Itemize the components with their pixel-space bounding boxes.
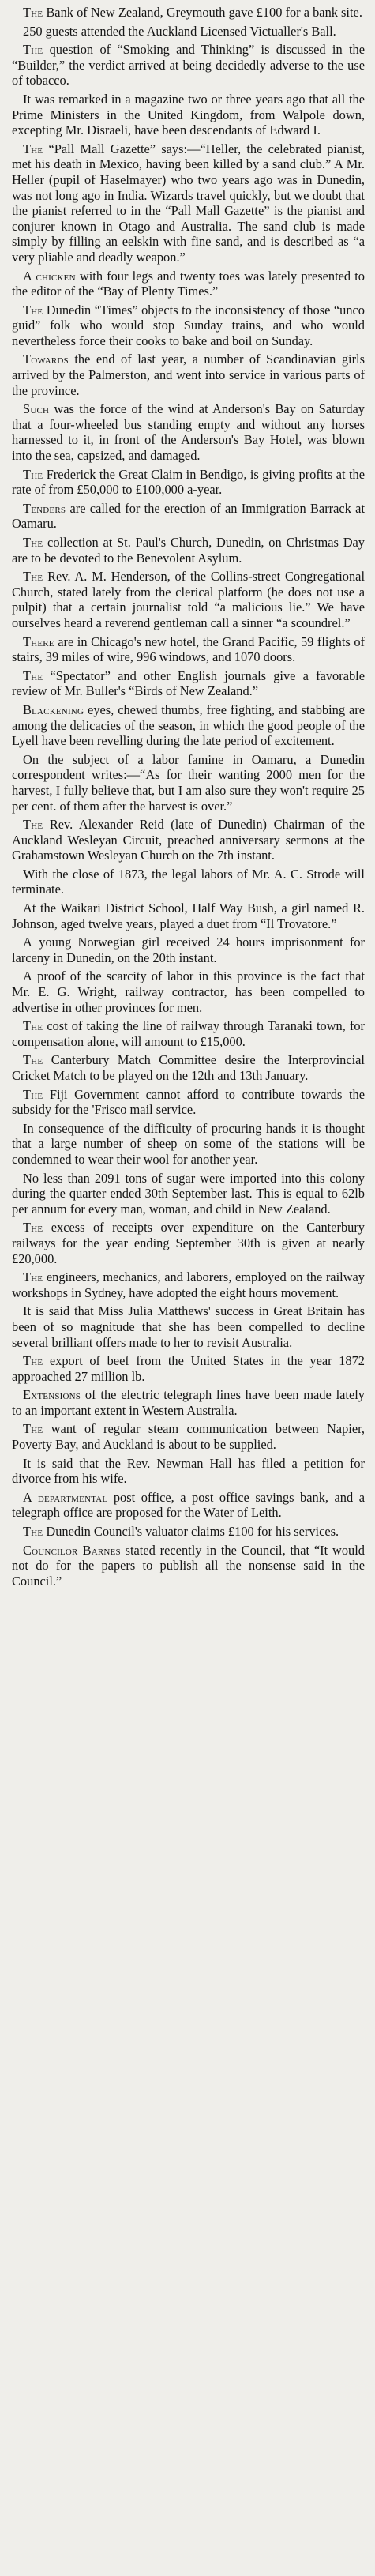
item-lead-word: The: [23, 302, 43, 318]
item-body: It is said that the Rev. Newman Hall has filed a petition for divorce from his wife.: [12, 1455, 365, 1487]
item-body: It was remarked in a magazine two or three years ago that all the Prime Ministers in the United Kingdom, from Walpole down, excepting Mr. Disraeli, have been descendants of Edward I.: [12, 91, 365, 138]
news-item: [12, 1543, 365, 1589]
item-lead-word: The: [23, 668, 43, 683]
news-item: [12, 1087, 365, 1118]
item-lead-word: A: [23, 935, 33, 950]
news-item: [12, 1421, 365, 1452]
news-item: [12, 668, 365, 699]
news-item: [12, 501, 365, 532]
news-item: [12, 569, 365, 630]
news-item: [12, 702, 365, 749]
item-lead-word: A: [23, 968, 33, 984]
item-body: Fiji Government cannot afford to contribute towards the subsidy for the 'Frisco mail service.: [12, 1086, 365, 1118]
item-body: stated recently in the Council, that “It would not do for the papers to publish all the nonsense said in the Council.”: [12, 1542, 365, 1589]
item-body: export of beef from the United States in the year 1872 approached 27 million lb.: [12, 1353, 365, 1384]
item-lead-word: The: [23, 1086, 43, 1102]
item-lead-word: The: [23, 1220, 43, 1235]
item-lead-word: Tenders: [23, 500, 66, 516]
item-lead-word: The: [23, 466, 43, 482]
item-body: of the electric telegraph lines have been made lately to an important extent in Western Australia.: [12, 1387, 365, 1418]
item-body: On the subject of a labor famine in Oamaru, a Dunedin correspondent writes:—“As for their wanting 2000 men for the harvest, I fully believe that, but I am also sure they won't require 25 per cent. of them after the harvest is over.”: [12, 751, 365, 814]
news-item: [12, 634, 365, 665]
item-lead-word: There: [23, 634, 54, 649]
item-lead-word: A chicken: [23, 268, 76, 284]
item-body: Bank of New Zealand, Greymouth gave £100 for a bank site.: [43, 5, 362, 20]
news-item: [12, 467, 365, 498]
item-body: Rev. Alexander Reid (late of Dunedin) Chairman of the Auckland Wesleyan Circuit, preached anniversary sermons at the Grahamstown Wesleyan Church on the 7th instant.: [12, 817, 365, 863]
item-body: Canterbury Match Committee desire the Interprovincial Cricket Match to be played on the 12th and 13th January.: [12, 1052, 365, 1083]
item-body: young Norwegian girl received 24 hours imprisonment for larceny in Dunedin, on the 20th instant.: [12, 935, 365, 965]
news-item: [12, 817, 365, 863]
item-body: At the Waikari District School, Half Way Bush, a girl named R. Johnson, aged twelve years, played a duet from “Il Trovatore.”: [12, 901, 365, 931]
item-body: 250 guests attended the Auckland Licensed Victualler's Ball.: [23, 23, 336, 39]
item-lead-word: The: [23, 1524, 43, 1540]
item-body: question of “Smoking and Thinking” is discussed in the “Builder,” the verdict arrived at being decidedly adverse to the use of tobacco.: [12, 42, 365, 88]
item-body: the end of last year, a number of Scandinavian girls arrived by the Palmerston, and went into service in various parts of the province.: [12, 352, 365, 398]
item-lead-word: Blackening: [23, 701, 84, 717]
news-item: [12, 752, 365, 814]
item-body: was the force of the wind at Anderson's Bay on Saturday that a four-wheeled bus standing empty and without any horses harnessed to it, in front of the Anderson's Bay Hotel, was blown into the sea, capsized, and damaged.: [12, 401, 365, 464]
news-item: [12, 935, 365, 965]
news-item: [12, 24, 365, 39]
item-lead-word: The: [23, 1269, 43, 1285]
item-body: are called for the erection of an Immigration Barrack at Oamaru.: [12, 500, 365, 532]
news-item: [12, 968, 365, 1015]
news-item: [12, 1490, 365, 1521]
news-item: [12, 1387, 365, 1418]
item-body: “Spectator” and other English journals give a favorable review of Mr. Buller's “Birds of New Zealand.”: [12, 668, 365, 699]
news-item: [12, 1353, 365, 1384]
news-item: [12, 92, 365, 138]
item-body: Dunedin Council's valuator claims £100 for his services.: [43, 1524, 339, 1540]
item-body: want of regular steam communication between Napier, Poverty Bay, and Auckland is about to be supplied.: [12, 1421, 365, 1453]
item-lead-word: Councilor Barnes: [23, 1542, 121, 1558]
news-item: [12, 5, 365, 21]
news-item: [12, 1018, 365, 1049]
item-lead-word: Such: [23, 401, 50, 417]
item-lead-word: The: [23, 1018, 43, 1034]
news-item: [12, 1171, 365, 1217]
news-item: [12, 303, 365, 349]
item-body: engineers, mechanics, and laborers, employed on the railway workshops in Sydney, have adopted the eight hours movement.: [12, 1269, 365, 1300]
news-item: [12, 1121, 365, 1168]
news-item: [12, 1303, 365, 1350]
item-lead-word: The: [23, 42, 43, 58]
item-body: Rev. A. M. Henderson, of the Collins-street Congregational Church, stated lately from the clerical platform (he does not use a pulpit) that a certain journalist told “a malicious lie.” We have ourselves heard a reverend gentleman call a sinner “a scoundrel.”: [12, 569, 365, 630]
item-lead-word: Extensions: [23, 1387, 81, 1403]
item-body: excess of receipts over expenditure on the Canterbury railways for the year ending September 30th is given at nearly £20,000.: [12, 1220, 365, 1266]
news-item: [12, 1456, 365, 1487]
item-body: eyes, chewed thumbs, free fighting, and stabbing are among the delicacies of the season, in which the good people of the Lyell have been revelling during the late period of excitement.: [12, 701, 365, 749]
item-body: “Pall Mall Gazette” says:—“Heller, the celebrated pianist, met his death in Mexico, having been killed by a sand club.” A Mr. Heller (pupil of Haselmayer) who two years ago was in Dunedin, was not long ago in India. Wizards travel quickly, but we doubt that the pianist referred to in the “Pall Mall Gazette” is the pianist and conjurer known in Otago and Australia. The sand club is made simply by filling an eelskin with fine sand, and is described as “a very pliable and deadly weapon.”: [12, 141, 365, 265]
item-lead-word: The: [23, 141, 43, 156]
item-body: With the close of 1873, the legal labors of Mr. A. C. Strode will terminate.: [12, 866, 365, 897]
item-lead-word: The: [23, 5, 43, 20]
news-item: [12, 42, 365, 88]
item-lead-word: Towards: [23, 352, 69, 367]
item-body: In consequence of the difficulty of procuring hands it is thought that a large number of sheep on some of the stations will be condemned to wear their wool for another year.: [12, 1120, 365, 1167]
news-item: [12, 867, 365, 897]
item-body: post office, a post office savings bank, and a telegraph office are proposed for the Water of Leith.: [12, 1489, 366, 1521]
news-item: [12, 901, 365, 931]
item-lead-word: The: [23, 569, 43, 585]
news-item: [12, 535, 365, 566]
item-body: Dunedin “Times” objects to the inconsistency of those “unco guid” folk who would stop Sunday trains, and who would nevertheless force their cooks to bake and boil on Sunday.: [12, 302, 365, 348]
item-lead-word: A departmental: [23, 1489, 108, 1505]
news-item: [12, 401, 365, 463]
item-body: are in Chicago's new hotel, the Grand Pacific, 59 flights of stairs, 39 miles of wire, 996 windows, and 1070 doors.: [12, 634, 365, 665]
item-body: collection at St. Paul's Church, Dunedin, on Christmas Day are to be devoted to the Benevolent Asylum.: [12, 535, 365, 566]
item-lead-word: The: [23, 817, 43, 833]
item-lead-word: The: [23, 1421, 43, 1437]
item-body: proof of the scarcity of labor in this province is the fact that Mr. E. G. Wright, railway contractor, has been compelled to advertise in other provinces for men.: [12, 968, 365, 1015]
news-item: [12, 1220, 365, 1266]
item-lead-word: The: [23, 535, 43, 550]
item-body: It is said that Miss Julia Matthews' success in Great Britain has been of so magnitude that she has been compelled to decline several brilliant offers made to her to revisit Australia.: [12, 1303, 365, 1350]
news-item: [12, 269, 365, 299]
item-lead-word: The: [23, 1052, 43, 1068]
item-body: Frederick the Great Claim in Bendigo, is giving profits at the rate of from £50,000 to £100,000 a-year.: [12, 466, 365, 498]
news-item: [12, 141, 365, 265]
news-item: [12, 352, 365, 398]
item-body: cost of taking the line of railway through Taranaki town, for compensation alone, will amount to £15,000.: [12, 1018, 365, 1049]
news-item: [12, 1269, 365, 1300]
item-body: No less than 2091 tons of sugar were imported into this colony during the quarter ended 30th September last. This is equal to 62lb per annum for every man, woman, and child in New Zealand.: [12, 1170, 365, 1217]
item-body: with four legs and twenty toes was lately presented to the editor of the “Bay of Plenty Times.”: [12, 268, 366, 299]
news-item: [12, 1524, 365, 1540]
news-item: [12, 1052, 365, 1083]
item-lead-word: The: [23, 1353, 43, 1369]
